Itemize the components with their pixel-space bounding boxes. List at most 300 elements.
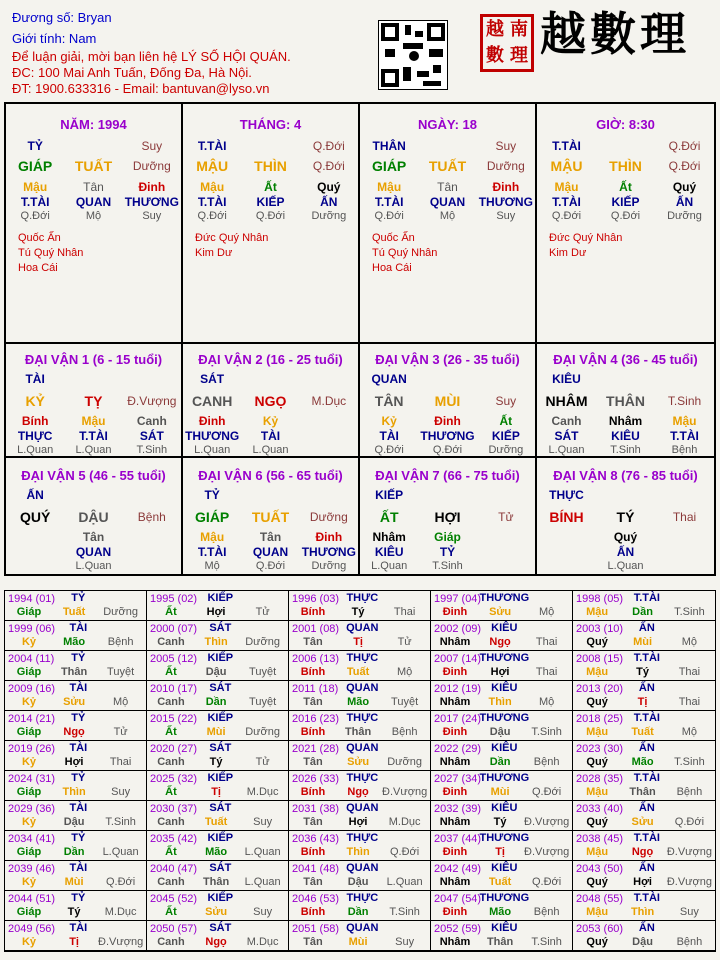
year-star: ẤN <box>638 622 655 634</box>
pillar-god: ẤN <box>675 195 694 209</box>
year-can: Ất <box>165 606 177 618</box>
year-chi: Thìn <box>346 846 370 858</box>
dai-van-main: Tử <box>498 510 514 524</box>
year-cell[interactable] <box>5 621 147 651</box>
pillar-hidden: Mậu <box>377 180 402 194</box>
year-stage: Mộ <box>112 696 129 708</box>
year-star: THỰC <box>346 592 379 604</box>
year-cell[interactable] <box>573 651 715 681</box>
year-star: THƯƠNG <box>479 652 530 664</box>
year-cell[interactable] <box>289 681 431 711</box>
pillar-top: T.TÀI <box>197 139 227 153</box>
year-stage: Bệnh <box>676 936 703 948</box>
year-star: TỶ <box>71 892 86 904</box>
year-cell[interactable] <box>5 711 147 741</box>
dai-van-stage: L.Quan <box>17 444 54 456</box>
year-can: Bính <box>300 786 326 798</box>
year-can: Canh <box>157 636 185 648</box>
year-stage: Suy <box>679 906 699 918</box>
year-can: Giáp <box>16 726 42 738</box>
year-cell[interactable] <box>147 891 289 921</box>
year-can: Canh <box>157 756 185 768</box>
year-cell[interactable] <box>147 831 289 861</box>
year-star: THƯƠNG <box>479 832 530 844</box>
year-cell[interactable] <box>573 831 715 861</box>
dai-van-main: CANH <box>191 393 233 409</box>
pillar-main: MẬU <box>196 158 229 174</box>
year-stage: Q.Đới <box>106 876 136 888</box>
year-cell[interactable] <box>147 591 289 621</box>
year-star: KIẾP <box>207 772 234 784</box>
year-label: 2036 (43) <box>292 833 340 845</box>
year-star: THƯƠNG <box>479 712 530 724</box>
year-chi: Thìn <box>630 906 655 918</box>
year-cell[interactable] <box>431 801 573 831</box>
year-label: 2053 (60) <box>576 923 624 935</box>
year-cell[interactable] <box>289 651 431 681</box>
year-cell[interactable] <box>5 741 147 771</box>
year-cell[interactable] <box>289 711 431 741</box>
year-can: Nhâm <box>439 816 471 828</box>
year-cell[interactable] <box>431 771 573 801</box>
year-chi: Tị <box>637 696 648 708</box>
year-cell[interactable] <box>573 861 715 891</box>
dai-van-main: HỢI <box>434 509 461 525</box>
dai-van-stage: Dưỡng <box>488 444 524 456</box>
year-cell[interactable] <box>431 711 573 741</box>
year-chi: Dần <box>205 696 227 708</box>
dai-van-star: KIẾP <box>375 488 404 502</box>
year-label: 2039 (46) <box>8 863 56 875</box>
year-label: 2043 (50) <box>576 863 624 875</box>
dai-van-main: M.Dục <box>311 394 347 408</box>
year-stage: M.Dục <box>246 786 279 798</box>
dai-van-cell[interactable] <box>360 342 537 458</box>
year-stage: Tuyệt <box>249 696 277 708</box>
dai-van-main: Suy <box>495 394 517 408</box>
year-can: Tân <box>303 936 323 948</box>
dai-van-main: TÝ <box>616 509 635 525</box>
year-star: TÀI <box>69 742 88 754</box>
year-cell[interactable] <box>431 921 573 951</box>
year-star: THỰC <box>346 892 379 904</box>
dai-van-main: QUÝ <box>19 509 51 525</box>
dai-van-cell[interactable] <box>537 342 714 458</box>
year-cell[interactable] <box>573 741 715 771</box>
dai-van-stage: T.Sinh <box>610 444 641 456</box>
dai-van-hidden: Đinh <box>315 530 343 544</box>
year-cell[interactable] <box>289 741 431 771</box>
year-star: SÁT <box>209 682 232 694</box>
dai-van-hidden: Bính <box>21 414 49 428</box>
dai-van-stage: Q.Đới <box>255 560 286 572</box>
year-star: TÀI <box>69 682 88 694</box>
year-cell[interactable] <box>147 771 289 801</box>
year-can: Mậu <box>586 666 609 678</box>
year-cell[interactable] <box>289 621 431 651</box>
year-can: Mậu <box>586 606 609 618</box>
year-cell[interactable] <box>573 801 715 831</box>
year-can: Quý <box>586 696 608 708</box>
year-cell[interactable] <box>147 621 289 651</box>
year-star: TÀI <box>69 622 88 634</box>
dai-van-god: TÀI <box>379 429 399 443</box>
dai-van-star: THỰC <box>549 488 584 502</box>
pillar-main: Q.Đới <box>668 159 701 173</box>
year-cell[interactable] <box>573 891 715 921</box>
dai-van-stage: T.Sinh <box>432 560 463 572</box>
year-label: 1997 (04) <box>434 593 482 605</box>
pillar-top: Suy <box>141 139 163 153</box>
pillar-top: Q.Đới <box>668 139 701 153</box>
year-stage: Dưỡng <box>103 606 138 618</box>
dai-van-star: TÀI <box>25 372 45 386</box>
year-label: 2026 (33) <box>292 773 340 785</box>
year-label: 2012 (19) <box>434 683 482 695</box>
pillar-hidden: Ất <box>264 180 277 194</box>
year-chi: Tị <box>353 636 363 648</box>
year-chi: Tuất <box>631 726 654 738</box>
year-label: 2030 (37) <box>150 803 198 815</box>
qr-code-icon[interactable] <box>378 20 448 90</box>
dai-van-cell[interactable] <box>6 458 183 574</box>
year-star: TÀI <box>69 862 88 874</box>
year-can: Canh <box>157 876 185 888</box>
pillar-star: Hoa Cái <box>372 262 412 274</box>
year-label: 2020 (27) <box>150 743 198 755</box>
year-chi: Thân <box>60 666 88 678</box>
pillar-main: Dưỡng <box>486 159 525 173</box>
year-stage: Thai <box>678 666 701 678</box>
year-chi: Mão <box>631 756 654 768</box>
dai-van-main: Dưỡng <box>309 510 348 524</box>
pillar-hidden: Đinh <box>138 180 166 194</box>
year-cell[interactable] <box>289 771 431 801</box>
year-label: 2021 (28) <box>292 743 340 755</box>
year-can: Tân <box>303 636 323 648</box>
year-chi: Tị <box>69 936 79 948</box>
year-star: SÁT <box>209 922 232 934</box>
year-can: Bính <box>300 606 326 618</box>
year-cell[interactable] <box>431 621 573 651</box>
year-cell[interactable] <box>431 681 573 711</box>
gender: Giới tính: Nam <box>12 31 97 46</box>
year-star: TỶ <box>71 592 86 604</box>
pillar-god: THƯƠNG <box>478 195 533 209</box>
year-stage: Thai <box>393 606 416 618</box>
year-label: 2010 (17) <box>150 683 198 695</box>
year-star: KIÊU <box>491 802 518 814</box>
pillar-hidden: Quý <box>672 180 697 194</box>
year-cell[interactable] <box>5 831 147 861</box>
year-label: 2031 (38) <box>292 803 340 815</box>
year-stage: Đ.Vượng <box>666 876 712 888</box>
dai-van-main: T.Sinh <box>667 394 702 408</box>
year-cell[interactable] <box>431 651 573 681</box>
year-stage: Đ.Vượng <box>524 816 570 828</box>
year-stage: Q.Đới <box>532 876 562 888</box>
dai-van-stage: Bệnh <box>671 444 698 456</box>
dai-van-cell[interactable] <box>6 342 183 458</box>
year-star: T.TÀI <box>633 772 660 784</box>
year-chi: Tý <box>351 606 365 618</box>
year-stage: Suy <box>253 816 273 828</box>
pillar-hidden: Tân <box>83 180 104 194</box>
year-cell[interactable] <box>5 681 147 711</box>
year-cell[interactable] <box>289 801 431 831</box>
year-cell[interactable] <box>573 711 715 741</box>
year-stage: Bệnh <box>533 756 560 768</box>
year-chi: Thân <box>629 786 656 798</box>
year-star: KIẾP <box>207 832 234 844</box>
year-stage: Thai <box>678 696 701 708</box>
year-label: 2038 (45) <box>576 833 624 845</box>
year-stage: L.Quan <box>102 846 139 858</box>
year-chi: Mùi <box>64 876 84 888</box>
year-can: Quý <box>586 816 608 828</box>
year-cell[interactable] <box>147 921 289 951</box>
year-can: Kỷ <box>21 876 36 888</box>
year-stage: Đ.Vượng <box>382 786 428 798</box>
dai-van-hidden: Đinh <box>434 414 461 428</box>
year-stage: Q.Đới <box>390 846 420 858</box>
year-chi: Hợi <box>633 876 652 888</box>
dai-van-main: ẤT <box>379 509 399 525</box>
year-star: T.TÀI <box>633 712 660 724</box>
pillar-stage: Q.Đới <box>374 210 404 222</box>
phone-email[interactable]: ĐT: 1900.633316 - Email: bantuvan@lyso.vn <box>12 81 270 96</box>
pillar-stage: Dưỡng <box>667 210 702 222</box>
year-label: 2042 (49) <box>434 863 482 875</box>
year-can: Đinh <box>442 726 468 738</box>
year-can: Tân <box>303 696 323 708</box>
year-chi: Tý <box>209 756 223 768</box>
year-can: Quý <box>586 936 608 948</box>
year-stage: M.Dục <box>388 816 421 828</box>
year-label: 2025 (32) <box>150 773 198 785</box>
year-chi: Mùi <box>490 786 510 798</box>
year-can: Ất <box>165 726 177 738</box>
year-star: ẤN <box>638 682 655 694</box>
dai-van-table <box>4 342 716 576</box>
year-stage: Tuyệt <box>391 696 419 708</box>
year-chi: Dậu <box>347 876 369 888</box>
year-cell[interactable] <box>573 591 715 621</box>
year-cell[interactable] <box>289 921 431 951</box>
year-label: 2044 (51) <box>8 893 56 905</box>
year-star: SÁT <box>209 622 232 634</box>
year-star: KIẾP <box>207 592 234 604</box>
pillar-main: TUẤT <box>74 158 113 174</box>
year-cell[interactable] <box>573 771 715 801</box>
year-star: QUAN <box>346 682 379 694</box>
year-star: TỶ <box>71 652 86 664</box>
year-chi: Tuất <box>488 876 512 888</box>
pillar-main: GIÁP <box>18 158 53 174</box>
year-chi: Mùi <box>348 936 368 948</box>
dai-van-hidden: Canh <box>551 414 582 428</box>
year-label: 2007 (14) <box>434 653 482 665</box>
year-chi: Dần <box>63 846 85 858</box>
year-can: Ất <box>165 786 177 798</box>
year-can: Mậu <box>586 786 609 798</box>
year-label: 2016 (23) <box>292 713 340 725</box>
year-cell[interactable] <box>431 591 573 621</box>
dai-van-main: TÂN <box>374 393 404 409</box>
pillar-main: Dưỡng <box>132 159 171 173</box>
pillar-cell <box>183 104 360 342</box>
dai-van-title: ĐẠI VẬN 3 (26 - 35 tuổi) <box>375 352 520 367</box>
year-can: Nhâm <box>439 696 471 708</box>
year-cell[interactable] <box>5 891 147 921</box>
year-label: 2046 (53) <box>292 893 340 905</box>
year-chi: Sửu <box>63 696 86 708</box>
year-chi: Hợi <box>64 756 84 768</box>
year-label: 2018 (25) <box>576 713 624 725</box>
year-label: 2037 (44) <box>434 833 482 845</box>
pillar-hidden: Mậu <box>554 180 579 194</box>
year-cell[interactable] <box>289 831 431 861</box>
year-chi: Hợi <box>490 666 510 678</box>
year-cell[interactable] <box>5 861 147 891</box>
dai-van-stage: L.Quan <box>252 444 289 456</box>
dai-van-god: KIẾP <box>491 429 520 443</box>
year-cell[interactable] <box>5 591 147 621</box>
year-cell[interactable] <box>431 891 573 921</box>
year-chi: Thìn <box>62 786 86 798</box>
pillar-stage: Q.Đới <box>551 210 582 222</box>
year-cell[interactable] <box>289 891 431 921</box>
pillar-stage: Dưỡng <box>311 210 347 222</box>
year-can: Nhâm <box>439 936 471 948</box>
year-chi: Mão <box>347 696 370 708</box>
year-label: 1995 (02) <box>150 593 198 605</box>
year-chi: Tý <box>493 816 507 828</box>
year-stage: Thai <box>109 756 132 768</box>
dai-van-stage: T.Sinh <box>136 444 168 456</box>
year-chi: Sửu <box>631 816 654 828</box>
year-stage: Q.Đới <box>532 786 562 798</box>
year-label: 2045 (52) <box>150 893 198 905</box>
year-can: Nhâm <box>439 756 471 768</box>
year-chi: Tuất <box>62 606 86 618</box>
year-cell[interactable] <box>147 651 289 681</box>
year-cell[interactable] <box>147 741 289 771</box>
year-cell[interactable] <box>431 831 573 861</box>
dai-van-main: Thai <box>672 510 697 524</box>
year-stage: T.Sinh <box>105 816 136 828</box>
year-stage: T.Sinh <box>531 936 562 948</box>
year-stage: Mộ <box>538 696 555 708</box>
year-cell[interactable] <box>5 921 147 951</box>
year-cell[interactable] <box>289 591 431 621</box>
dai-van-stage: L.Quan <box>607 560 644 572</box>
year-stage: T.Sinh <box>674 756 705 768</box>
dai-van-cell[interactable] <box>360 458 537 574</box>
year-label: 2006 (13) <box>292 653 340 665</box>
year-cell[interactable] <box>289 861 431 891</box>
dai-van-god: T.TÀI <box>670 429 699 443</box>
year-star: SÁT <box>209 862 232 874</box>
year-cell[interactable] <box>147 801 289 831</box>
year-label: 2015 (22) <box>150 713 198 725</box>
year-chi: Thân <box>344 726 372 738</box>
year-can: Mậu <box>586 726 609 738</box>
dai-van-main: TUẤT <box>251 509 290 525</box>
year-label: 2003 (10) <box>576 623 624 635</box>
year-stage: Tử <box>255 606 270 618</box>
year-can: Đinh <box>442 906 468 918</box>
dai-van-cell[interactable] <box>537 458 714 574</box>
year-can: Giáp <box>16 846 42 858</box>
owner-name: Đương số: Bryan <box>12 10 112 25</box>
dai-van-hidden: Tân <box>82 530 105 544</box>
year-chi: Thìn <box>204 636 228 648</box>
dai-van-stage: Q.Đới <box>432 444 463 456</box>
pillar-top: THÂN <box>372 139 406 153</box>
year-cell[interactable] <box>5 771 147 801</box>
dai-van-god: T.TÀI <box>79 429 108 443</box>
year-cell[interactable] <box>147 681 289 711</box>
year-chi: Tuất <box>346 666 370 678</box>
dai-van-god: THỰC <box>17 429 53 443</box>
year-cell[interactable] <box>147 861 289 891</box>
year-stage: Tử <box>255 756 270 768</box>
year-cell[interactable] <box>431 741 573 771</box>
year-stage: T.Sinh <box>389 906 420 918</box>
year-can: Giáp <box>16 666 42 678</box>
year-chi: Dậu <box>63 816 85 828</box>
year-cell[interactable] <box>147 711 289 741</box>
year-star: ẤN <box>638 742 655 754</box>
pillar-cell <box>537 104 714 342</box>
year-stage: Mộ <box>681 726 698 738</box>
year-star: SÁT <box>209 742 232 754</box>
year-cell[interactable] <box>5 801 147 831</box>
dai-van-god: KIÊU <box>611 429 640 443</box>
pillar-god: QUAN <box>75 195 112 209</box>
year-stage: Dưỡng <box>387 756 422 768</box>
year-cell[interactable] <box>573 681 715 711</box>
pillar-stage: Mộ <box>85 210 102 222</box>
dai-van-main: GIÁP <box>195 509 230 525</box>
year-cell[interactable] <box>573 921 715 951</box>
year-stage: M.Dục <box>104 906 137 918</box>
year-label: 2052 (59) <box>434 923 482 935</box>
year-can: Đinh <box>442 666 468 678</box>
year-can: Canh <box>157 936 185 948</box>
year-can: Nhâm <box>439 876 471 888</box>
dai-van-cell[interactable] <box>183 458 360 574</box>
year-star: TỶ <box>71 712 86 724</box>
year-can: Tân <box>303 756 323 768</box>
year-chi: Mùi <box>206 726 226 738</box>
year-cell[interactable] <box>573 621 715 651</box>
dai-van-cell[interactable] <box>183 342 360 458</box>
year-cell[interactable] <box>5 651 147 681</box>
dai-van-stage: L.Quan <box>194 444 231 456</box>
year-star: ẤN <box>638 922 655 934</box>
dai-van-god: SÁT <box>554 429 579 443</box>
year-stage: Bệnh <box>533 906 560 918</box>
dai-van-star: SÁT <box>200 372 225 386</box>
year-label: 2051 (58) <box>292 923 340 935</box>
year-chi: Hợi <box>206 606 226 618</box>
year-label: 2048 (55) <box>576 893 624 905</box>
dai-van-hidden: Nhâm <box>372 530 406 544</box>
pillar-star: Quốc Ấn <box>18 232 61 244</box>
year-cell[interactable] <box>431 861 573 891</box>
